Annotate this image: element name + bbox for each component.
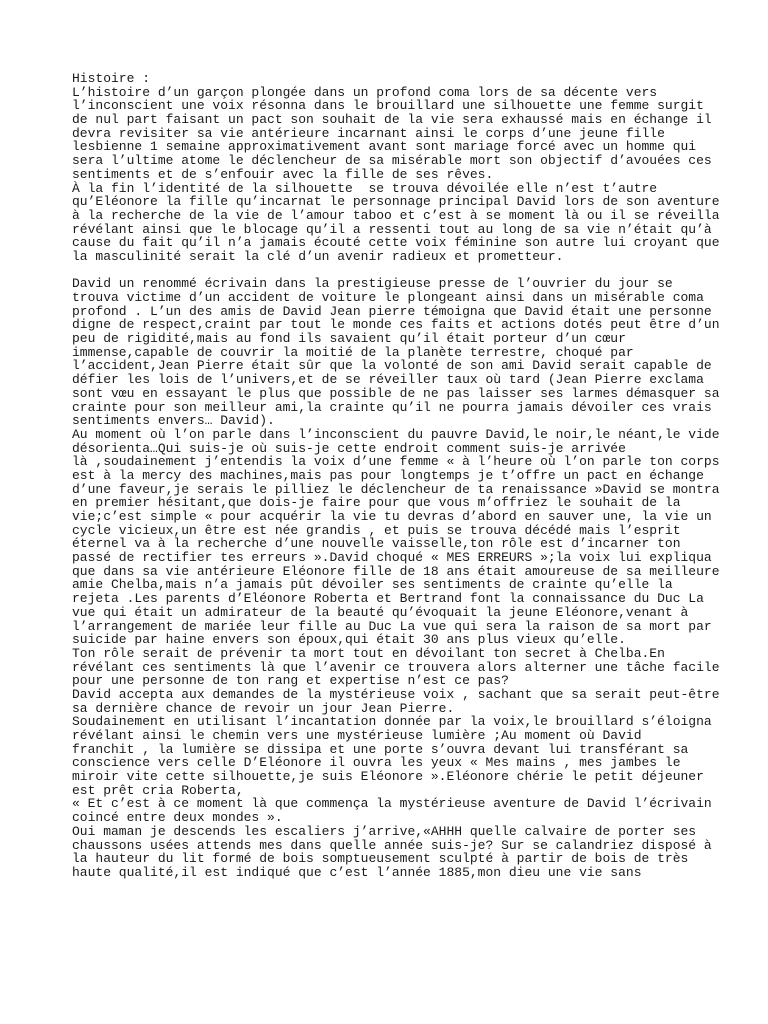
text-line: haute qualité,il est indiqué que c’est l’année 1885,mon dieu une vie sans — [72, 864, 642, 880]
text-line: est prêt cria Roberta, — [72, 782, 244, 798]
text-line: immense,capable de couvrir la moitié de la planète terrestre, choqué par — [72, 344, 634, 360]
text-line: cycle vicieux,un être est née grandis , et puis se trouva décédé mais l’esprit — [72, 522, 681, 538]
text-line: passé de rectifier tes erreurs ».David choqué « MES ERREURS »;la voix lui expliqua — [72, 550, 712, 566]
text-line: l’accident,Jean Pierre était sûr que la volonté de son ami David serait capable de — [72, 358, 712, 374]
text-line: à la recherche de la vie de l’amour taboo et c’est à se moment là ou il se réveilla — [72, 207, 720, 223]
document-heading: Histoire : — [72, 71, 151, 86]
text-line: la hauteur du lit formé de bois somptueusement sculpté à partir de bois de très — [72, 851, 689, 867]
text-line: conscience vers celle D’Eléonore il ouvra les yeux « Mes mains , mes jambes le — [72, 755, 681, 771]
paragraph — [72, 645, 720, 689]
paragraph — [72, 276, 720, 429]
text-line: sentiments envers… David). — [72, 413, 275, 429]
text-line: À la fin l’identité de la silhouette se trouva dévoilée elle n’est t’autre — [72, 180, 658, 196]
text-line: franchit , la lumière se dissipa et une porte s’ouvra devant lui transférant sa — [72, 741, 689, 757]
paragraph — [72, 715, 712, 797]
text-line: digne de respect,craint par tout le monde ces faits et actions dotés peut être d’un — [72, 317, 720, 333]
text-line: vue qui était un admirateur de la beauté qu’évoquait la jeune Eléonore,venant à — [72, 604, 689, 620]
paragraph — [72, 797, 712, 824]
text-line: en premier hésitant,que dois-je faire pour que vous m’offriez le souhait de la — [72, 495, 681, 511]
paragraph — [72, 180, 720, 264]
text-line: amie Chelba,mais n’a jamais pût dévoiler ses sentiments de crainte qu’elle la — [72, 577, 673, 593]
document-body — [72, 84, 720, 880]
text-line: sont vœu en essayant le plus que possible de ne pas laisser ses larmes démasquer sa — [72, 385, 720, 401]
text-line: que dans sa vie antérieure Eléonore fille de 18 ans était amoureuse de sa meilleure — [72, 563, 720, 579]
text-line: est à la mercy des machines,mais pas pour longtemps je t’offre un pact en échange — [72, 467, 704, 483]
text-line: suicide par haine envers son époux,qui était 30 ans plus vieux qu’elle. — [72, 632, 626, 648]
text-line: l’inconscient une voix résonna dans le brouillard une silhouette une femme surgit — [72, 98, 704, 114]
text-line: sentiments et de s’enfouir avec la fille de ses rêves. — [72, 166, 494, 182]
text-line: peu de rigidité,mais au fond ils savaient qu’il était porteur d’un cœur — [72, 331, 626, 347]
text-line: profond . L’un des amis de David Jean pierre témoigna que David était une personne — [72, 303, 712, 319]
text-line: cause du fait qu’il n’a jamais écouté cette voix féminine son autre lui croyant que — [72, 235, 720, 251]
text-line: sa dernière chance de revoir un jour Jean Pierre. — [72, 700, 455, 716]
text-line: rejeta .Les parents d’Eléonore Roberta et Bertrand font la connaissance du Duc La — [72, 591, 704, 607]
text-line: « Et c’est à ce moment là que commença la mystérieuse aventure de David l’écrivain — [72, 796, 712, 812]
document-page — [72, 71, 720, 880]
text-line: Oui maman je descends les escaliers j’arrive,«AHHH quelle calvaire de porter ses — [72, 823, 697, 839]
text-line: crainte pour son meilleur ami,la crainte qu’il ne pourra jamais dévoiler ces vrais — [72, 399, 712, 415]
text-line: révélant ces sentiments là que l’avenir ce trouvera alors alterner une tâche facile — [72, 659, 720, 675]
text-line: Soudainement en utilisant l’incantation donnée par la voix,le brouillard s’éloigna — [72, 714, 712, 730]
text-line: de nul part faisant un pact son souhait de la vie sera exhaussé mais en échange il — [72, 112, 712, 128]
text-line: David un renommé écrivain dans la prestigieuse presse de l’ouvrier du jour se — [72, 276, 673, 292]
text-line: lesbienne 1 semaine approximativement avant sont mariage forcé avec un homme qui — [72, 139, 697, 155]
text-line: devra revisiter sa vie antérieure incarnant ainsi le corps d’une jeune fille — [72, 125, 665, 141]
text-line: éternel va à la recherche d’une nouvelle vaisselle,ton rôle est d’incarner ton — [72, 536, 681, 552]
text-line: vie;c’est simple « pour acquérir la vie tu devras d’abord en sauver une, la vie un — [72, 509, 712, 524]
text-line: chaussons usées attends mes dans quelle année suis-je? Sur se calandriez disposé à — [72, 837, 712, 853]
text-line: L’histoire d’un garçon plongée dans un profond coma lors de sa décente vers — [72, 84, 658, 100]
text-line: défier les lois de l’univers,et de se réveiller taux où tard (Jean Pierre exclama — [72, 372, 704, 388]
text-line: la masculinité serait la clé d’un avenir radieux et prometteur. — [72, 248, 564, 264]
paragraph — [72, 426, 720, 648]
paragraph — [72, 86, 712, 182]
text-line: l’arrangement de mariée leur fille au Duc La vue qui sera la raison de sa mort par — [72, 618, 712, 634]
text-line: Ton rôle serait de prévenir ta mort tout en dévoilant ton secret à Chelba.En — [72, 645, 665, 661]
text-line: révélant ainsi que le blocage qu’il a ressenti tout au long de sa vie n’était qu’à — [72, 221, 712, 237]
paragraph — [72, 825, 712, 880]
text-line: pour une personne de ton rang et expertise n’est ce pas? — [72, 673, 509, 689]
text-line: qu’Eléonore la fille qu’incarnat le personnage principal David lors de son aventure — [72, 194, 720, 210]
paragraph-spacer — [72, 264, 712, 278]
text-line: coincé entre deux mondes ». — [72, 810, 283, 826]
text-line: d’une faveur,je serais le pilliez le déclencheur de ta renaissance »David se montra — [72, 481, 720, 497]
text-line: là ,soudainement j’entendis la voix d’une femme « à l’heure où l’on parle ton corps — [72, 454, 720, 470]
text-line: trouva victime d’un accident de voiture le plongeant ainsi dans un misérable coma — [72, 290, 704, 305]
paragraph — [72, 686, 720, 716]
text-line: sera l’ultime atome le déclencheur de sa misérable mort son objectif d’avouées ces — [72, 153, 712, 169]
text-line: David accepta aux demandes de la mystérieuse voix , sachant que sa serait peut-être — [72, 686, 720, 702]
text-line: désorienta…Qui suis-je où suis-je cette endroit comment suis-je arrivée — [72, 440, 626, 456]
text-line: révélant ainsi le chemin vers une mystérieuse lumière ;Au moment où David — [72, 728, 642, 743]
text-line: Au moment où l’on parle dans l’inconscient du pauvre David,le noir,le néant,le vide — [72, 426, 720, 442]
text-line: miroir vite cette silhouette,je suis Eléonore ».Eléonore chérie le petit déjeuner — [72, 769, 704, 785]
